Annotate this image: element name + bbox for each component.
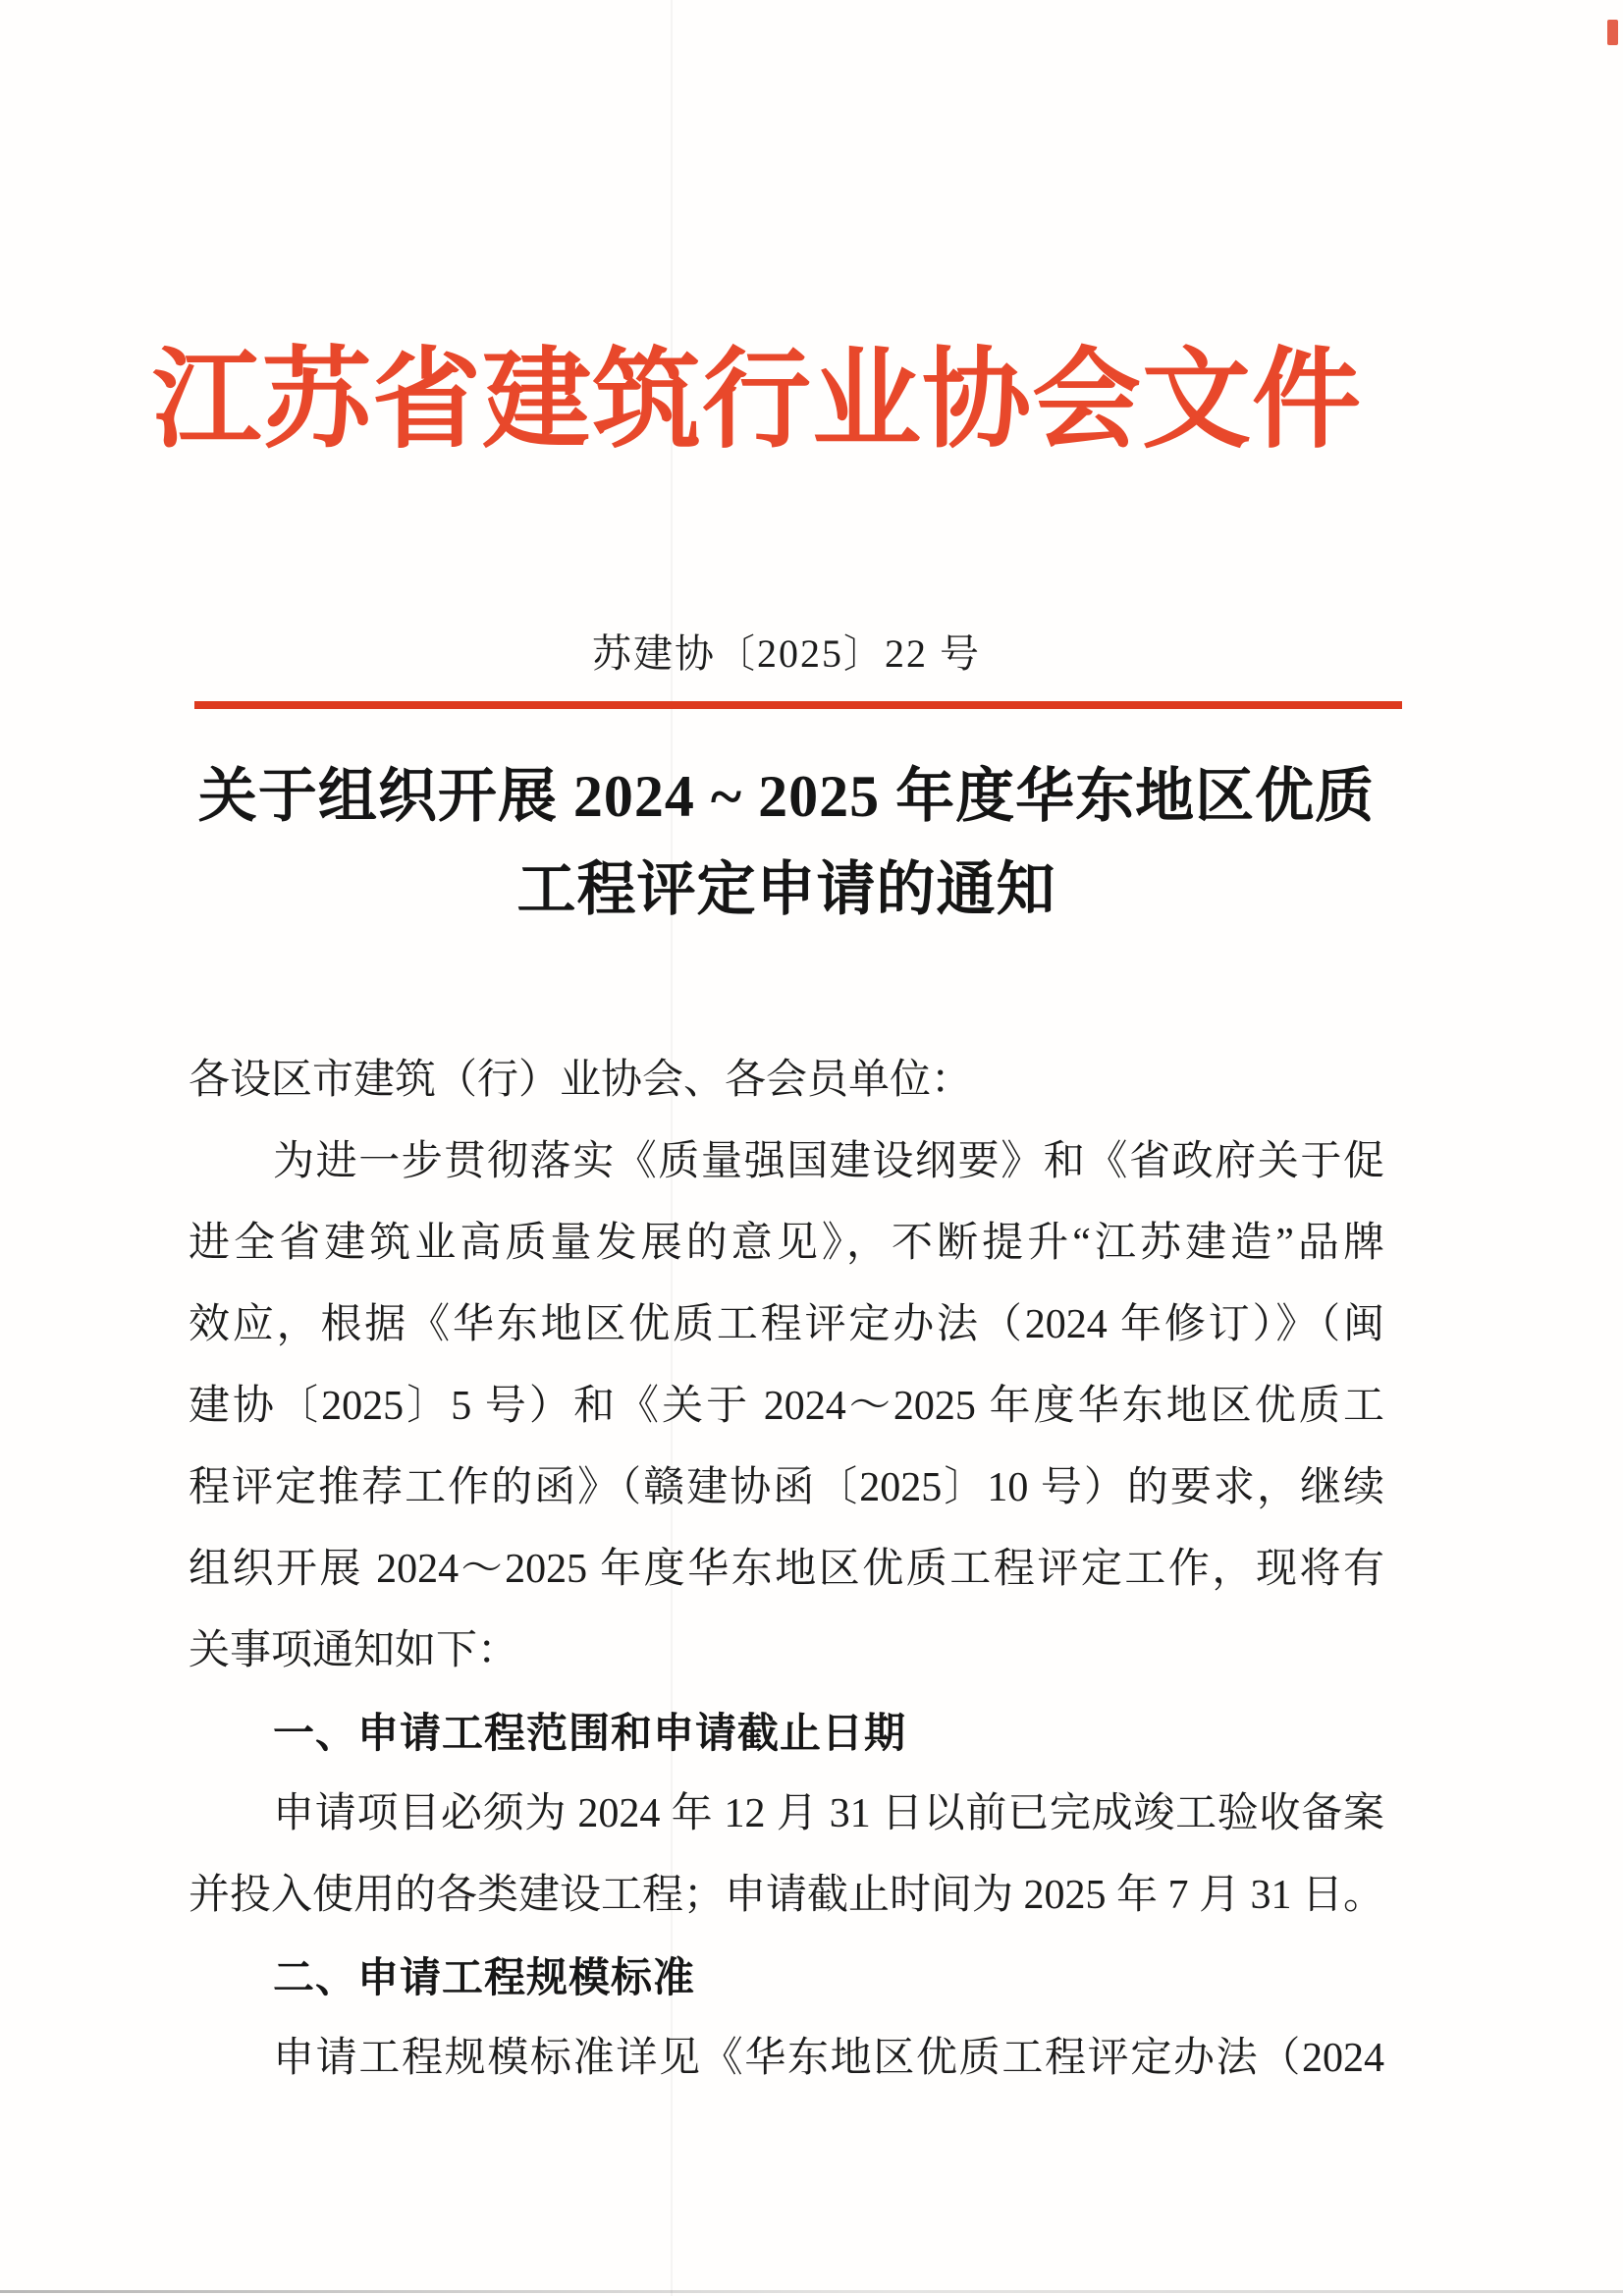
body-line: 申请工程规模标准详见《华东地区优质工程评定办法（2024 (273, 2036, 1384, 2081)
notice-title-line1: 关于组织开展 2024 ~ 2025 年度华东地区优质 (197, 764, 1376, 829)
body-line: 效应，根据《华东地区优质工程评定办法（2024 年修订）》（闽 (189, 1302, 1384, 1347)
notice-title (189, 750, 1384, 937)
notice-title-line2: 工程评定申请的通知 (516, 857, 1056, 922)
body-line: 程评定推荐工作的函》（赣建协函〔2025〕10 号）的要求，继续 (189, 1465, 1384, 1510)
scan-bottom-edge (0, 2290, 1623, 2293)
body-line: 关事项通知如下： (189, 1628, 519, 1673)
scan-corner-mark (1607, 20, 1618, 45)
body-line: 并投入使用的各类建设工程；申请截止时间为 2025 年 7 月 31 日。 (189, 1873, 1385, 1918)
body-line: 申请项目必须为 2024 年 12 月 31 日以前已完成竣工验收备案 (273, 1791, 1384, 1836)
body-line: 建协〔2025〕5 号）和《关于 2024～2025 年度华东地区优质工 (189, 1384, 1384, 1429)
document-body (189, 1040, 1384, 2100)
body-line: 一、申请工程范围和申请截止日期 (273, 1710, 907, 1756)
letterhead-divider-rule (194, 701, 1402, 709)
document-number: 苏建协〔2025〕22 号 (592, 631, 981, 676)
body-line: 进全省建筑业高质量发展的意见》，不断提升“江苏建造”品牌 (189, 1221, 1384, 1266)
body-line: 二、申请工程规模标准 (273, 1954, 696, 2000)
body-line: 组织开展 2024～2025 年度华东地区优质工程评定工作，现将有 (189, 1547, 1384, 1592)
letterhead-org-title: 江苏省建筑行业协会文件 (151, 341, 1362, 462)
document-content (151, 0, 1385, 2296)
body-line: 为进一步贯彻落实《质量强国建设纲要》和《省政府关于促 (273, 1139, 1384, 1184)
body-line: 各设区市建筑（行）业协会、各会员单位： (189, 1058, 973, 1103)
